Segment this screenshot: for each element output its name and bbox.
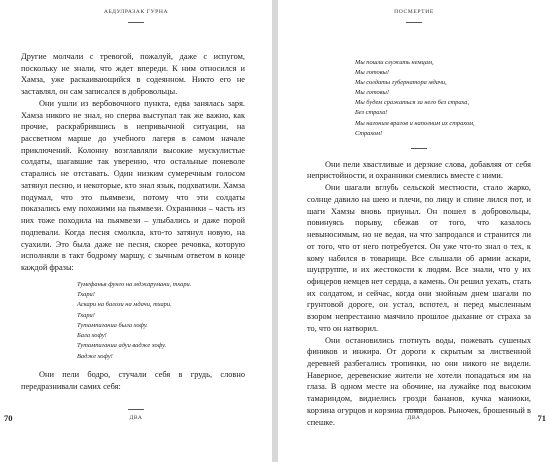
song-line: Мы готовы! <box>355 89 389 97</box>
song-line: Тхари! <box>77 290 95 298</box>
song-line: Вадже хофу! <box>77 352 113 360</box>
song-line: Мы пошли служить немцам, <box>355 59 434 66</box>
song-line: Страхом! <box>355 129 383 137</box>
song-line: Мы солдаты губернатора мдачи, <box>355 79 447 87</box>
right-text-block <box>307 58 531 428</box>
song-verse-translation <box>307 58 531 139</box>
paragraph: Они пели бодро, стучали себя в грудь, словно передразнивали самих себя: <box>21 370 245 391</box>
page-number: 70 <box>4 413 13 423</box>
paragraph: Другие молчали с тревогой, пожалуй, даже с испугом, поскольку не знали, что ждет впереди. К ним относился и Хамза, уже раскаивающийся в содеянном. Никто его не заставлял, он сам записался в добровольцы. <box>21 52 245 97</box>
page-number: 71 <box>537 413 546 423</box>
left-text-block <box>21 51 245 392</box>
left-page <box>0 0 272 462</box>
running-head-author: АБДУЛРАЗАК ГУРНА <box>103 9 169 15</box>
song-line: Тутампиганиа была хофу. <box>77 321 148 329</box>
foot-rule <box>406 409 422 410</box>
head-rule <box>128 22 144 23</box>
song-line: Мы нагоним врагов и наполним их страхом, <box>355 119 475 127</box>
running-head-title: ПОСМЕРТИЕ <box>394 9 434 15</box>
right-page <box>278 0 550 462</box>
song-line: Мы будем сражаться за него без страха, <box>355 99 470 107</box>
song-line: Без страха! <box>355 109 388 117</box>
song-line: Бала хофу! <box>77 332 107 340</box>
paragraph: Они остановились глотнуть воды, пожевать сушеных фиников и инжира. От дороги к скрытым за лиственной деревней разбегались тропинки, но они никого не видели. Наверное, деревенские жители не хотели попадаться им на глаза. В одном месте на обочине, на лужайке под высоким тамариндом, виднелись грозди бананов, кучка маниоки, корзина огурцов и корзина помидоров. Рыночек, брошенный в спешке. <box>307 335 531 427</box>
paragraph: Они пели хвастливые и дерзкие слова, добавляя от себя непристойности, и охранники смеялись вместе с ними. <box>307 159 531 181</box>
head-rule <box>406 22 422 23</box>
paragraph: Они шагали вглубь сельской местности, стало жарко, солнце давило на шею и плечи, по лицу и спине лился пот, и шаги Хамзы вновь приуныл. Он пошел в добровольцы, повинуясь порыву, сбежав от того, что казалось невыносимым, но не ведая, на что запродался и странится ли от того, что от него потребуется. Он уже что-то знал о тех, к кому набился в товарищи. Все слышали об армии аскари, шуцтруппе, и их жестокости к людям. Все знали, что у их офицеров немцев нет сердца, а камень. Он решил уехать, стать их солдатом, и сейчас, когда они знойным днем шагали по грунтовой дороге, он устал, вспотел, и перед мысленным взором непрестанно маячило прошлое дыхание от страха за то, что он натворил. <box>307 183 531 333</box>
song-verse-swahili <box>21 280 245 362</box>
song-line: Мы готовы! <box>355 69 389 77</box>
section-rule <box>411 148 427 149</box>
chapter-footer: ДВА <box>129 415 143 421</box>
song-line: Тутампиганиа адуи вадже хофу. <box>77 342 167 350</box>
song-line: Тхари! <box>77 311 95 319</box>
chapter-footer: ДВА <box>407 415 421 421</box>
song-line: Тумефанья фунго на мджарумани, тхари. <box>77 280 192 288</box>
paragraph: Они ушли из вербовочного пункта, едва занялась заря. Хамза никого не знал, но сперва выступал так же важно, как прочие, раскрабрившись в непривычной ситуации, на рассветном марше до учебного лагеря в самом начале приключений. Колонну возглавляли высокие мускулистые солдаты, шагавшие так уверенно, что остальные поневоле старались не отставать. Один низким сумеречным голосом затянул песню, и некоторые, кто знал язык, подхватили. Хамза подумал, что это пьямвези, потому что эти солдаты показались ему похожими на пьямвези. Охранники – часть из них тоже походила на пьямвези – улыбались и даже порой подпевали. Когда песня смолкла, кто-то затянул новую, на суахили. Это была даже не песня, скорее речовка, которую исполняли в такт бодрому маршу, с зычным ответом в конце каждой фразы: <box>21 98 245 272</box>
song-line: Аскари на балози на мдачи, тхари. <box>77 301 172 309</box>
foot-rule <box>128 409 144 410</box>
